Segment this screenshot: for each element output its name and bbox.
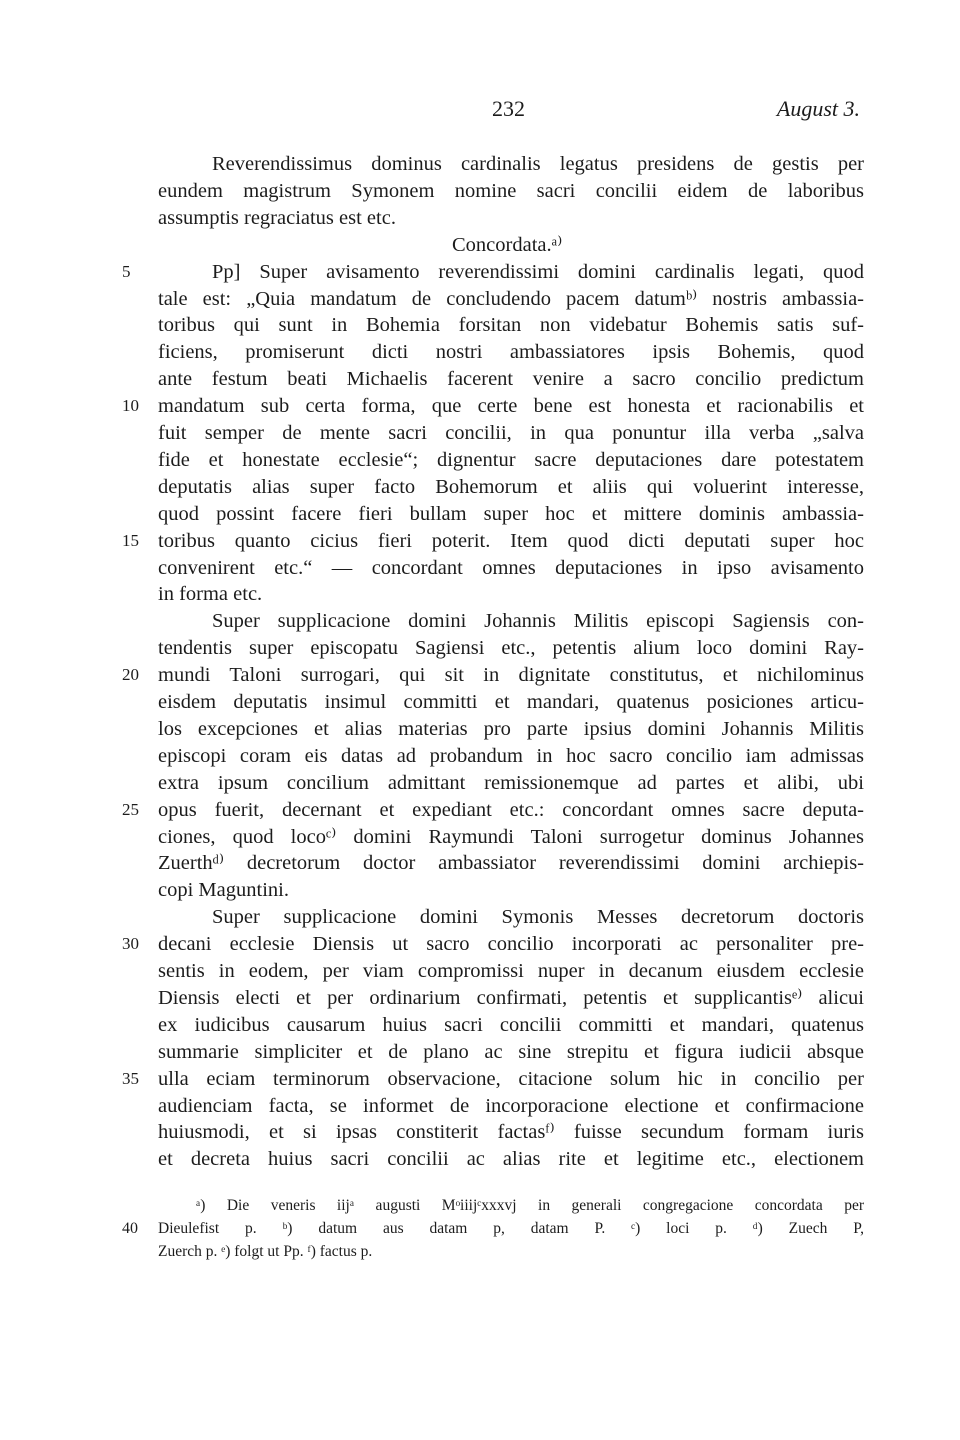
text-line: toribus qui sunt in Bohemia forsitan non videbatur Bohemis satis suf- xyxy=(158,314,864,337)
text-line: episcopi coram eis datas ad probandum in hoc sacro concilio iam admissas xyxy=(158,744,864,767)
text-line: summarie simpliciter et de plano ac sine strepitu et figura iudicii absque xyxy=(158,1040,864,1063)
text-line: in forma etc. xyxy=(158,583,263,606)
margin-line-number: 25 xyxy=(122,799,139,819)
running-head-date: August 3. xyxy=(776,96,860,121)
text-line: ante festum beati Michaelis facerent venire a sacro concilio predictum xyxy=(158,368,864,391)
text-line: mundi Taloni surrogari, qui sit in dignitate constitutus, et nichilominus xyxy=(158,664,864,687)
margin-line-number: 20 xyxy=(122,665,139,685)
page-header xyxy=(0,96,960,126)
margin-line-number: 30 xyxy=(122,934,139,954)
text-line: copi Maguntini. xyxy=(158,879,289,902)
text-line: extra ipsum concilium admittant remissionemque ad partes et alibi, ubi xyxy=(158,771,864,794)
page-number: 232 xyxy=(492,96,525,121)
text-line: convenirent etc.“ — concordant omnes deputaciones in ipso avisamento xyxy=(158,556,864,579)
text-line: ulla eciam terminorum observacione, citacione solum hic in concilio per xyxy=(158,1067,864,1090)
margin-line-number: 15 xyxy=(122,530,139,550)
text-line: Diensis electi et per ordinarium confirmati, petentis et supplicantisᵉ⁾ alicui xyxy=(158,986,864,1009)
text-line: Pp] Super avisamento reverendissimi domini cardinalis legati, quod xyxy=(212,260,864,283)
text-line: ficiens, promiserunt dicti nostri ambassiatores ipsis Bohemis, quod xyxy=(158,341,864,364)
text-line: mandatum sub certa forma, que certe bene est honesta et racionabilis et xyxy=(158,395,864,418)
text-line: Zuerthᵈ⁾ decretorum doctor ambassiator reverendissimi domini archiepis- xyxy=(158,852,864,875)
footnote-line: ᵃ) Die veneris iijᵃ augusti Mᵒiiijᶜxxxvj in generali congregacione concordata per xyxy=(196,1197,864,1214)
text-line: fide et honestate ecclesie“; dignentur sacre deputaciones dare potestatem xyxy=(158,448,864,471)
text-line: Super supplicacione domini Symonis Messes decretorum doctoris xyxy=(212,906,864,929)
text-line: deputatis alias super facto Bohemorum et aliis qui voluerint interesse, xyxy=(158,475,864,498)
footnote-line: Zuerch p. ᵉ) folgt ut Pp. ᶠ) factus p. xyxy=(158,1243,373,1260)
text-line: toribus quanto cicius fieri poterit. Item quod dicti deputati super hoc xyxy=(158,529,864,552)
text-line: quod possint facere fieri bullam super hoc et mittere dominis ambassia- xyxy=(158,502,864,525)
margin-line-number: 40 xyxy=(122,1220,138,1237)
text-line: et decreta huius sacri concilii ac alias rite et legitime etc., electionem xyxy=(158,1148,864,1171)
text-line: assumptis regraciatus est etc. xyxy=(158,206,396,229)
text-line: eisdem deputatis insimul committi et mandari, quatenus posiciones articu- xyxy=(158,691,864,713)
text-line: los excepciones et alias materias pro parte ipsius domini Johannis Militis xyxy=(158,717,864,740)
text-line: tale est: „Quia mandatum de concludendo pacem datumᵇ⁾ nostris ambassia- xyxy=(158,287,864,310)
text-line: tendentis super episcopatu Sagiensi etc., petentis alium loco domini Ray- xyxy=(158,637,864,660)
text-line: ex iudicibus causarum huius sacri concilii committi et mandari, quatenus xyxy=(158,1013,864,1036)
margin-line-number: 5 xyxy=(122,261,131,281)
footnote-line: Dieulefist p. ᵇ) datum aus datam p, datam P. ᶜ) loci p. ᵈ) Zuech P, xyxy=(158,1220,864,1237)
text-line: decani ecclesie Diensis ut sacro concilio incorporati ac personaliter pre- xyxy=(158,933,864,956)
text-line: eundem magistrum Symonem nomine sacri concilii eidem de laboribus xyxy=(158,179,864,202)
text-line: huiusmodi, et si ipsas constiterit factasᶠ⁾ fuisse secundum formam iuris xyxy=(158,1121,864,1144)
text-line: Concordata.ᵃ⁾ xyxy=(452,233,563,256)
text-line: fuit semper de mente sacri concilii, in qua ponuntur illa verba „salva xyxy=(158,422,864,444)
text-line: ciones, quod locoᶜ⁾ domini Raymundi Taloni surrogetur dominus Johannes xyxy=(158,825,864,848)
text-line: sentis in eodem, per viam compromissi nuper in decanum eiusdem ecclesie xyxy=(158,960,864,982)
text-line: audienciam facta, se informet de incorporacione electione et confirmacione xyxy=(158,1094,864,1117)
text-line: opus fuerit, decernant et expediant etc.: concordant omnes sacre deputa- xyxy=(158,798,864,821)
text-line: Super supplicacione domini Johannis Militis episcopi Sagiensis con- xyxy=(212,610,864,633)
margin-line-number: 35 xyxy=(122,1068,139,1088)
text-line: Reverendissimus dominus cardinalis legatus presidens de gestis per xyxy=(212,153,864,175)
margin-line-number: 10 xyxy=(122,396,139,416)
